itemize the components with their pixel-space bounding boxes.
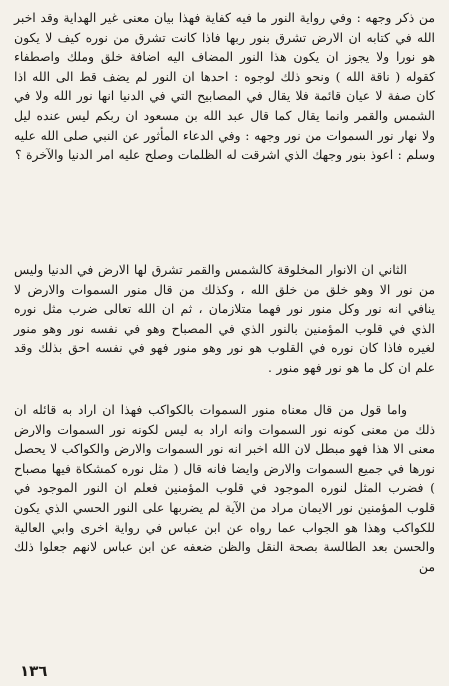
paragraph-3: واما قول من قال معناه منور السموات بالكواكب فهذا ان اراد به قائله ان ذلك من معنى كونه نور السموات وانه اراد به ليس لكونه نور السموات والارض معنى الا هذا فهو مبطل لان الله اخبر انه نور السموات والارض والكواكب لا يحصل نورها في جميع السموات والارض وايضا فانه قال ( مثل نوره كمشكاة فيها مصباح ) فضرب المثل لنوره الموجود في قلوب المؤمنين فعلم ان النور الموجود في قلوب المؤمنين نور الايمان مراد من الآية لم يضربها على النور الحسي الذي يكون للكواكب وهذا هو الجواب عما رواه عن ابن عباس في رواية اخرى وابي العالية والحسن بعد الطالسة بصحة النقل والظن ضعفه عن ابن عباس لانهم جعلوا ذلك من: [14, 402, 435, 574]
page-number: ١٣٦: [20, 662, 48, 680]
text-block-1: [14, 8, 435, 165]
text-block-2: [14, 260, 435, 378]
text-block-3: [14, 400, 435, 576]
paragraph-2: الثاني ان الانوار المخلوقة كالشمس والقمر تشرق لها الارض في الدنيا وليس من نور الا وهو خلق من خلق الله ، وكذلك من قال منور السموات والارض لا ينافي انه نور وكل منور نور فهما متلازمان ، ثم ان الله تعالى ضرب مثل نوره الذي في قلوب المؤمنين بالنور الذي في المصباح وهو في نفسه نور وهو منور لغيره فاذا كان نوره في القلوب هو نور وهو منور فهو في نفسه احق بذلك وقد علم ان كل ما هو نور فهو منور .: [14, 262, 435, 375]
paragraph-1: من ذكر وجهه : وفي رواية النور ما فيه كفاية فهذا بيان معنى غير الهداية وقد اخبر الله في كتابه ان الارض تشرق بنور ربها فاذا كانت تشرق من نوره كيف لا يكون هو نورا ولا يجوز ان يكون هذا النور المضاف اليه اضافة خلق وملك واصطفاء كقوله ( ناقة الله ) ونحو ذلك لوجوه : احدها ان النور لم يضف قط الى الله اذا كان صفة لا عيان قائمة فلا يقال في المصابيح التي في الدنيا انها نور الله ولا في الشمس والقمر وانما يقال كما قال عبد الله بن مسعود ان ربكم ليس عنده ليل ولا نهار نور السموات من نور وجهه : وفي الدعاء المأثور عن النبي صلى الله عليه وسلم : اعوذ بنور وجهك الذي اشرقت له الظلمات وصلح عليه امر الدنيا والآخرة ؟: [14, 10, 435, 163]
